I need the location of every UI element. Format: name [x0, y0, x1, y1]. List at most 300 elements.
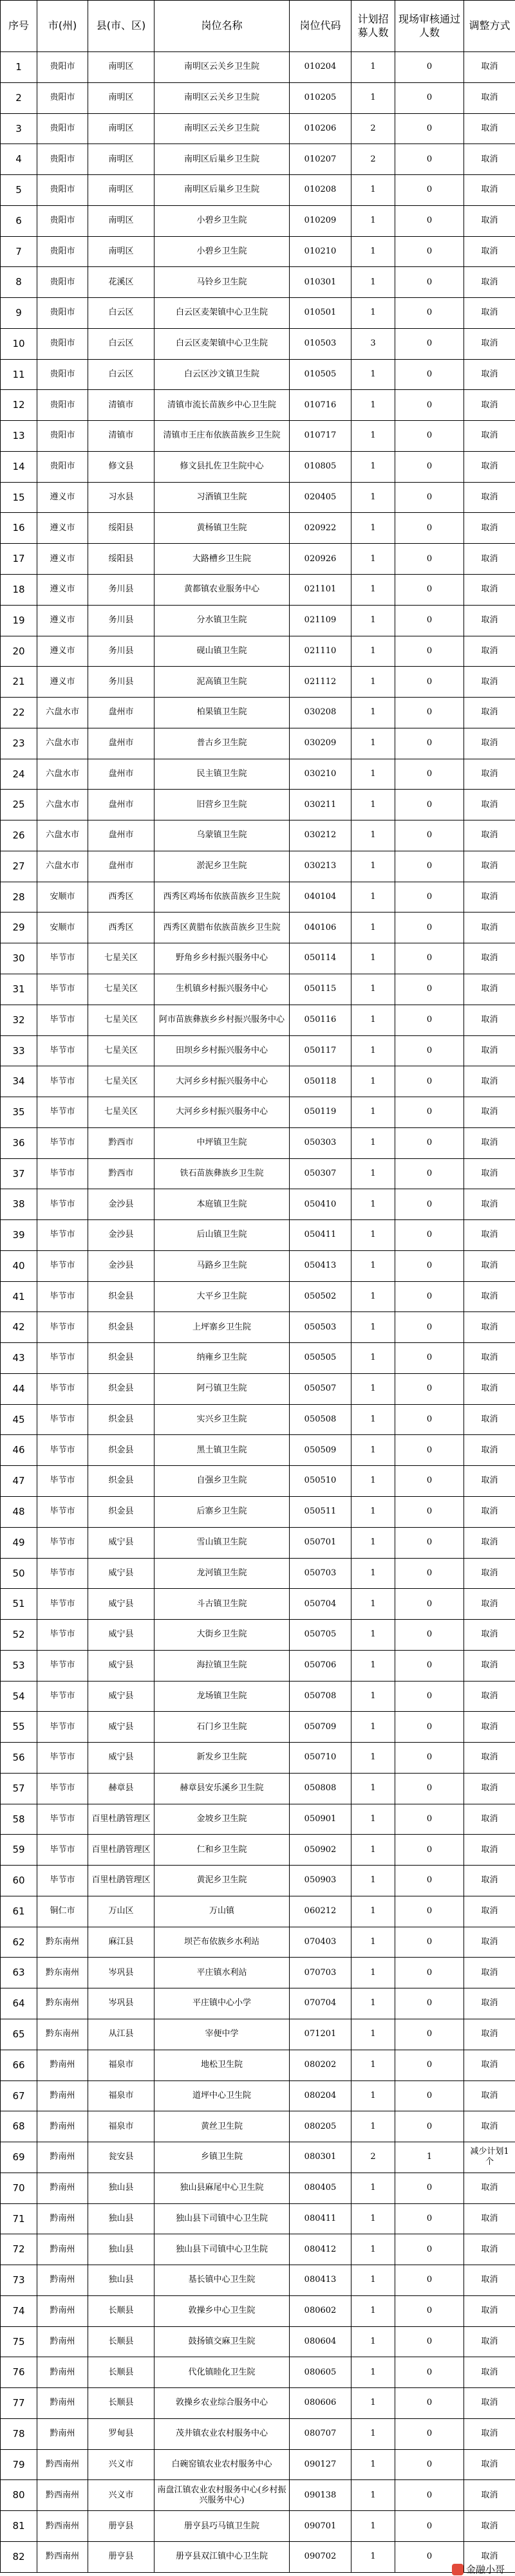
county-cell: 黔西市: [88, 1127, 154, 1158]
county-cell: 黔西市: [88, 1158, 154, 1189]
table-row: [1, 1620, 515, 1651]
table-row: [1, 2418, 515, 2449]
planned-count-cell: 1: [351, 1589, 395, 1620]
table-row: [1, 390, 515, 421]
table-row: [1, 575, 515, 606]
row-number: 2: [1, 82, 37, 113]
approved-count-cell: 0: [395, 2111, 464, 2142]
table-row: [1, 1035, 515, 1066]
adjustment-cell: 取消: [464, 790, 515, 820]
county-cell: 绥阳县: [88, 513, 154, 544]
position-code-cell: 040104: [290, 882, 351, 913]
county-cell: 威宁县: [88, 1681, 154, 1712]
adjustment-cell: 取消: [464, 943, 515, 974]
position-name-cell: 实兴乡卫生院: [154, 1404, 290, 1435]
adjustment-cell: 取消: [464, 205, 515, 236]
row-number: 56: [1, 1743, 37, 1774]
position-code-cell: 080413: [290, 2265, 351, 2296]
county-cell: 册亨县: [88, 2511, 154, 2542]
position-code-cell: 050508: [290, 1404, 351, 1435]
county-cell: 独山县: [88, 2265, 154, 2296]
row-number: 53: [1, 1650, 37, 1681]
approved-count-cell: 0: [395, 144, 464, 175]
row-number: 50: [1, 1558, 37, 1589]
position-code-cell: 080205: [290, 2111, 351, 2142]
position-code-cell: 050410: [290, 1189, 351, 1220]
row-number: 67: [1, 2080, 37, 2111]
city-cell: 黔南州: [37, 2203, 88, 2234]
position-name-cell: 石门乡卫生院: [154, 1712, 290, 1743]
approved-count-cell: 0: [395, 1404, 464, 1435]
adjustment-cell: 取消: [464, 451, 515, 482]
adjustment-cell: 取消: [464, 1035, 515, 1066]
planned-count-cell: 1: [351, 1558, 395, 1589]
city-cell: 贵阳市: [37, 390, 88, 421]
city-cell: 毕节市: [37, 1466, 88, 1497]
planned-count-cell: 1: [351, 2019, 395, 2050]
planned-count-cell: 1: [351, 698, 395, 728]
table-row: [1, 2234, 515, 2265]
approved-count-cell: 0: [395, 1250, 464, 1281]
position-name-cell: 仁和乡卫生院: [154, 1835, 290, 1866]
header-cell: 岗位代码: [290, 1, 351, 52]
planned-count-cell: 1: [351, 1466, 395, 1497]
row-number: 6: [1, 205, 37, 236]
adjustment-cell: 取消: [464, 544, 515, 575]
county-cell: 盘州市: [88, 759, 154, 790]
position-name-cell: 南明区云关乡卫生院: [154, 82, 290, 113]
table-row: [1, 1773, 515, 1804]
adjustment-cell: 取消: [464, 2173, 515, 2203]
table-row: [1, 2142, 515, 2173]
position-name-cell: 雪山镇卫生院: [154, 1527, 290, 1558]
row-number: 4: [1, 144, 37, 175]
row-number: 10: [1, 328, 37, 359]
planned-count-cell: 1: [351, 2111, 395, 2142]
city-cell: 六盘水市: [37, 728, 88, 759]
adjustment-cell: 取消: [464, 820, 515, 851]
row-number: 60: [1, 1866, 37, 1896]
table-row: [1, 1896, 515, 1927]
row-number: 74: [1, 2295, 37, 2326]
header-cell: 现场审核通过人数: [395, 1, 464, 52]
planned-count-cell: 1: [351, 2418, 395, 2449]
position-code-cell: 030209: [290, 728, 351, 759]
table-row: [1, 2080, 515, 2111]
row-number: 48: [1, 1496, 37, 1527]
row-number: 8: [1, 267, 37, 298]
county-cell: 西秀区: [88, 913, 154, 943]
adjustment-cell: 取消: [464, 728, 515, 759]
row-number: 30: [1, 943, 37, 974]
county-cell: 七星关区: [88, 1066, 154, 1097]
city-cell: 毕节市: [37, 1097, 88, 1128]
position-code-cell: 020922: [290, 513, 351, 544]
table-row: [1, 1866, 515, 1896]
city-cell: 黔南州: [37, 2050, 88, 2080]
planned-count-cell: 1: [351, 1035, 395, 1066]
city-cell: 黔南州: [37, 2357, 88, 2388]
county-cell: 金沙县: [88, 1250, 154, 1281]
county-cell: 威宁县: [88, 1650, 154, 1681]
row-number: 3: [1, 113, 37, 144]
city-cell: 黔南州: [37, 2142, 88, 2173]
approved-count-cell: 0: [395, 1466, 464, 1497]
approved-count-cell: 0: [395, 851, 464, 882]
city-cell: 毕节市: [37, 1773, 88, 1804]
adjustment-cell: 取消: [464, 390, 515, 421]
approved-count-cell: 0: [395, 451, 464, 482]
approved-count-cell: 0: [395, 943, 464, 974]
city-cell: 毕节市: [37, 1281, 88, 1312]
adjustment-cell: 取消: [464, 974, 515, 1005]
adjustment-cell: 取消: [464, 1189, 515, 1220]
planned-count-cell: 1: [351, 1988, 395, 2019]
city-cell: 安顺市: [37, 913, 88, 943]
position-name-cell: 生机镇乡村振兴服务中心: [154, 974, 290, 1005]
approved-count-cell: 0: [395, 1835, 464, 1866]
row-number: 65: [1, 2019, 37, 2050]
row-number: 62: [1, 1927, 37, 1958]
city-cell: 毕节市: [37, 1650, 88, 1681]
row-number: 23: [1, 728, 37, 759]
planned-count-cell: 1: [351, 359, 395, 390]
position-name-cell: 小碧乡卫生院: [154, 205, 290, 236]
row-number: 5: [1, 175, 37, 206]
approved-count-cell: 0: [395, 1558, 464, 1589]
adjustment-cell: 取消: [464, 2019, 515, 2050]
position-code-cell: 010301: [290, 267, 351, 298]
city-cell: 贵阳市: [37, 205, 88, 236]
position-code-cell: 050703: [290, 1558, 351, 1589]
county-cell: 西秀区: [88, 882, 154, 913]
city-cell: 黔南州: [37, 2111, 88, 2142]
row-number: 12: [1, 390, 37, 421]
row-number: 44: [1, 1373, 37, 1404]
county-cell: 从江县: [88, 2019, 154, 2050]
table-row: [1, 513, 515, 544]
county-cell: 白云区: [88, 328, 154, 359]
approved-count-cell: 0: [395, 1189, 464, 1220]
table-row: [1, 1681, 515, 1712]
row-number: 66: [1, 2050, 37, 2080]
planned-count-cell: 1: [351, 790, 395, 820]
county-cell: 百里杜鹃管理区: [88, 1804, 154, 1835]
city-cell: 毕节市: [37, 1250, 88, 1281]
county-cell: 岑巩县: [88, 1988, 154, 2019]
position-name-cell: 南明区云关乡卫生院: [154, 52, 290, 83]
adjustment-cell: 取消: [464, 1466, 515, 1497]
planned-count-cell: 1: [351, 1189, 395, 1220]
table-row: [1, 2480, 515, 2511]
table-row: [1, 359, 515, 390]
position-code-cell: 050505: [290, 1343, 351, 1374]
city-cell: 毕节市: [37, 1743, 88, 1774]
approved-count-cell: 0: [395, 728, 464, 759]
row-number: 17: [1, 544, 37, 575]
county-cell: 长顺县: [88, 2295, 154, 2326]
row-number: 27: [1, 851, 37, 882]
table-row: [1, 1158, 515, 1189]
county-cell: 岑巩县: [88, 1958, 154, 1988]
planned-count-cell: 1: [351, 1220, 395, 1251]
approved-count-cell: 0: [395, 575, 464, 606]
adjustment-cell: 取消: [464, 175, 515, 206]
header-cell: 序号: [1, 1, 37, 52]
table-row: [1, 2511, 515, 2542]
table-row: [1, 2295, 515, 2326]
position-code-cell: 050709: [290, 1712, 351, 1743]
adjustment-cell: 取消: [464, 482, 515, 513]
adjustment-cell: 取消: [464, 759, 515, 790]
city-cell: 毕节市: [37, 1312, 88, 1343]
table-row: [1, 1927, 515, 1958]
position-code-cell: 050503: [290, 1312, 351, 1343]
position-code-cell: 050413: [290, 1250, 351, 1281]
city-cell: 毕节市: [37, 1158, 88, 1189]
approved-count-cell: 0: [395, 1712, 464, 1743]
approved-count-cell: 0: [395, 1097, 464, 1128]
adjustment-cell: 取消: [464, 851, 515, 882]
county-cell: 织金县: [88, 1312, 154, 1343]
adjustment-cell: 取消: [464, 1896, 515, 1927]
position-name-cell: 本庭镇卫生院: [154, 1189, 290, 1220]
adjustment-cell: 取消: [464, 1804, 515, 1835]
position-name-cell: 南明区后巢乡卫生院: [154, 175, 290, 206]
adjustment-cell: 取消: [464, 698, 515, 728]
approved-count-cell: 0: [395, 544, 464, 575]
row-number: 1: [1, 52, 37, 83]
position-name-cell: 习酒镇卫生院: [154, 482, 290, 513]
header-cell: 岗位名称: [154, 1, 290, 52]
county-cell: 福泉市: [88, 2050, 154, 2080]
city-cell: 遵义市: [37, 482, 88, 513]
table-row: [1, 1404, 515, 1435]
planned-count-cell: 1: [351, 2480, 395, 2511]
position-code-cell: 080412: [290, 2234, 351, 2265]
position-name-cell: 马路乡卫生院: [154, 1250, 290, 1281]
adjustment-cell: 取消: [464, 2357, 515, 2388]
position-name-cell: 马铃乡卫生院: [154, 267, 290, 298]
county-cell: 织金县: [88, 1281, 154, 1312]
position-name-cell: 地松卫生院: [154, 2050, 290, 2080]
approved-count-cell: 0: [395, 759, 464, 790]
county-cell: 盘州市: [88, 728, 154, 759]
row-number: 20: [1, 636, 37, 667]
table-row: [1, 1005, 515, 1035]
county-cell: 福泉市: [88, 2111, 154, 2142]
city-cell: 六盘水市: [37, 759, 88, 790]
adjustment-cell: 取消: [464, 2295, 515, 2326]
position-code-cell: 030211: [290, 790, 351, 820]
approved-count-cell: 0: [395, 1589, 464, 1620]
adjustment-cell: 取消: [464, 605, 515, 636]
city-cell: 毕节市: [37, 1373, 88, 1404]
city-cell: 黔西南州: [37, 2480, 88, 2511]
approved-count-cell: 0: [395, 513, 464, 544]
approved-count-cell: 0: [395, 605, 464, 636]
table-row: [1, 943, 515, 974]
city-cell: 毕节市: [37, 1127, 88, 1158]
city-cell: 毕节市: [37, 1589, 88, 1620]
position-name-cell: 斗古镇卫生院: [154, 1589, 290, 1620]
city-cell: 毕节市: [37, 1804, 88, 1835]
planned-count-cell: 1: [351, 2388, 395, 2419]
table-row: [1, 2265, 515, 2296]
adjustment-cell: 取消: [464, 1097, 515, 1128]
table-row: [1, 451, 515, 482]
position-code-cell: 030208: [290, 698, 351, 728]
approved-count-cell: 0: [395, 2357, 464, 2388]
approved-count-cell: 0: [395, 390, 464, 421]
position-name-cell: 西秀区鸡场布依族苗族乡卫生院: [154, 882, 290, 913]
row-number: 75: [1, 2326, 37, 2357]
planned-count-cell: 1: [351, 728, 395, 759]
county-cell: 白云区: [88, 359, 154, 390]
planned-count-cell: 1: [351, 1773, 395, 1804]
county-cell: 独山县: [88, 2234, 154, 2265]
position-code-cell: 021109: [290, 605, 351, 636]
approved-count-cell: 0: [395, 667, 464, 698]
position-name-cell: 泥高镇卫生院: [154, 667, 290, 698]
city-cell: 遵义市: [37, 636, 88, 667]
position-name-cell: 坝芒布依族乡水利站: [154, 1927, 290, 1958]
county-cell: 百里杜鹃管理区: [88, 1866, 154, 1896]
position-name-cell: 茂井镇农业农村服务中心: [154, 2418, 290, 2449]
adjustment-cell: 取消: [464, 913, 515, 943]
position-code-cell: 010805: [290, 451, 351, 482]
adjustment-cell: 取消: [464, 1066, 515, 1097]
planned-count-cell: 1: [351, 636, 395, 667]
approved-count-cell: 0: [395, 1005, 464, 1035]
table-row: [1, 759, 515, 790]
approved-count-cell: 0: [395, 328, 464, 359]
row-number: 77: [1, 2388, 37, 2419]
planned-count-cell: 1: [351, 1373, 395, 1404]
county-cell: 七星关区: [88, 1097, 154, 1128]
adjustment-cell: 取消: [464, 1712, 515, 1743]
position-code-cell: 050701: [290, 1527, 351, 1558]
adjustment-cell: 取消: [464, 1650, 515, 1681]
table-row: [1, 1589, 515, 1620]
position-name-cell: 大平乡卫生院: [154, 1281, 290, 1312]
adjustment-cell: 取消: [464, 82, 515, 113]
position-name-cell: 独山县下司镇中心卫生院: [154, 2234, 290, 2265]
row-number: 38: [1, 1189, 37, 1220]
county-cell: 兴义市: [88, 2449, 154, 2480]
table-row: [1, 2542, 515, 2573]
table-row: [1, 2203, 515, 2234]
row-number: 11: [1, 359, 37, 390]
row-number: 22: [1, 698, 37, 728]
position-name-cell: 黄丝卫生院: [154, 2111, 290, 2142]
approved-count-cell: 0: [395, 2080, 464, 2111]
adjustment-cell: 取消: [464, 298, 515, 329]
position-name-cell: 大街乡卫生院: [154, 1620, 290, 1651]
county-cell: 盘州市: [88, 698, 154, 728]
approved-count-cell: 0: [395, 113, 464, 144]
approved-count-cell: 0: [395, 1066, 464, 1097]
planned-count-cell: 1: [351, 482, 395, 513]
city-cell: 贵阳市: [37, 421, 88, 452]
table-row: [1, 1435, 515, 1466]
city-cell: 黔南州: [37, 2418, 88, 2449]
approved-count-cell: 0: [395, 2542, 464, 2573]
position-name-cell: 龙场镇卫生院: [154, 1681, 290, 1712]
adjustment-cell: 取消: [464, 882, 515, 913]
city-cell: 安顺市: [37, 882, 88, 913]
position-code-cell: 021112: [290, 667, 351, 698]
header-cell: 县(市、区): [88, 1, 154, 52]
planned-count-cell: 2: [351, 144, 395, 175]
row-number: 81: [1, 2511, 37, 2542]
county-cell: 务川县: [88, 667, 154, 698]
planned-count-cell: 1: [351, 1650, 395, 1681]
row-number: 16: [1, 513, 37, 544]
approved-count-cell: 0: [395, 1220, 464, 1251]
approved-count-cell: 0: [395, 1773, 464, 1804]
row-number: 55: [1, 1712, 37, 1743]
county-cell: 织金县: [88, 1466, 154, 1497]
row-number: 70: [1, 2173, 37, 2203]
position-code-cell: 090138: [290, 2480, 351, 2511]
approved-count-cell: 0: [395, 1866, 464, 1896]
planned-count-cell: 1: [351, 759, 395, 790]
county-cell: 习水县: [88, 482, 154, 513]
row-number: 32: [1, 1005, 37, 1035]
county-cell: 威宁县: [88, 1558, 154, 1589]
row-number: 26: [1, 820, 37, 851]
position-code-cell: 050116: [290, 1005, 351, 1035]
county-cell: 织金县: [88, 1435, 154, 1466]
planned-count-cell: 1: [351, 2357, 395, 2388]
city-cell: 六盘水市: [37, 820, 88, 851]
city-cell: 贵阳市: [37, 298, 88, 329]
table-row: [1, 113, 515, 144]
county-cell: 南明区: [88, 52, 154, 83]
planned-count-cell: 1: [351, 82, 395, 113]
table-body: [1, 52, 515, 2573]
county-cell: 白云区: [88, 298, 154, 329]
planned-count-cell: 1: [351, 175, 395, 206]
position-code-cell: 070403: [290, 1927, 351, 1958]
position-name-cell: 白云区麦架镇中心卫生院: [154, 328, 290, 359]
city-cell: 贵阳市: [37, 52, 88, 83]
row-number: 15: [1, 482, 37, 513]
approved-count-cell: 0: [395, 2295, 464, 2326]
row-number: 68: [1, 2111, 37, 2142]
position-name-cell: 独山县麻尾中心卫生院: [154, 2173, 290, 2203]
approved-count-cell: 0: [395, 2449, 464, 2480]
adjustment-cell: 取消: [464, 2326, 515, 2357]
city-cell: 黔西南州: [37, 2511, 88, 2542]
city-cell: 贵阳市: [37, 113, 88, 144]
adjustment-cell: 取消: [464, 1527, 515, 1558]
adjustment-cell: 取消: [464, 1005, 515, 1035]
planned-count-cell: 1: [351, 974, 395, 1005]
city-cell: 毕节市: [37, 943, 88, 974]
planned-count-cell: 1: [351, 421, 395, 452]
county-cell: 金沙县: [88, 1220, 154, 1251]
position-code-cell: 050411: [290, 1220, 351, 1251]
position-name-cell: 宰便中学: [154, 2019, 290, 2050]
row-number: 43: [1, 1343, 37, 1374]
row-number: 58: [1, 1804, 37, 1835]
county-cell: 独山县: [88, 2173, 154, 2203]
position-code-cell: 010209: [290, 205, 351, 236]
planned-count-cell: 1: [351, 1158, 395, 1189]
row-number: 28: [1, 882, 37, 913]
